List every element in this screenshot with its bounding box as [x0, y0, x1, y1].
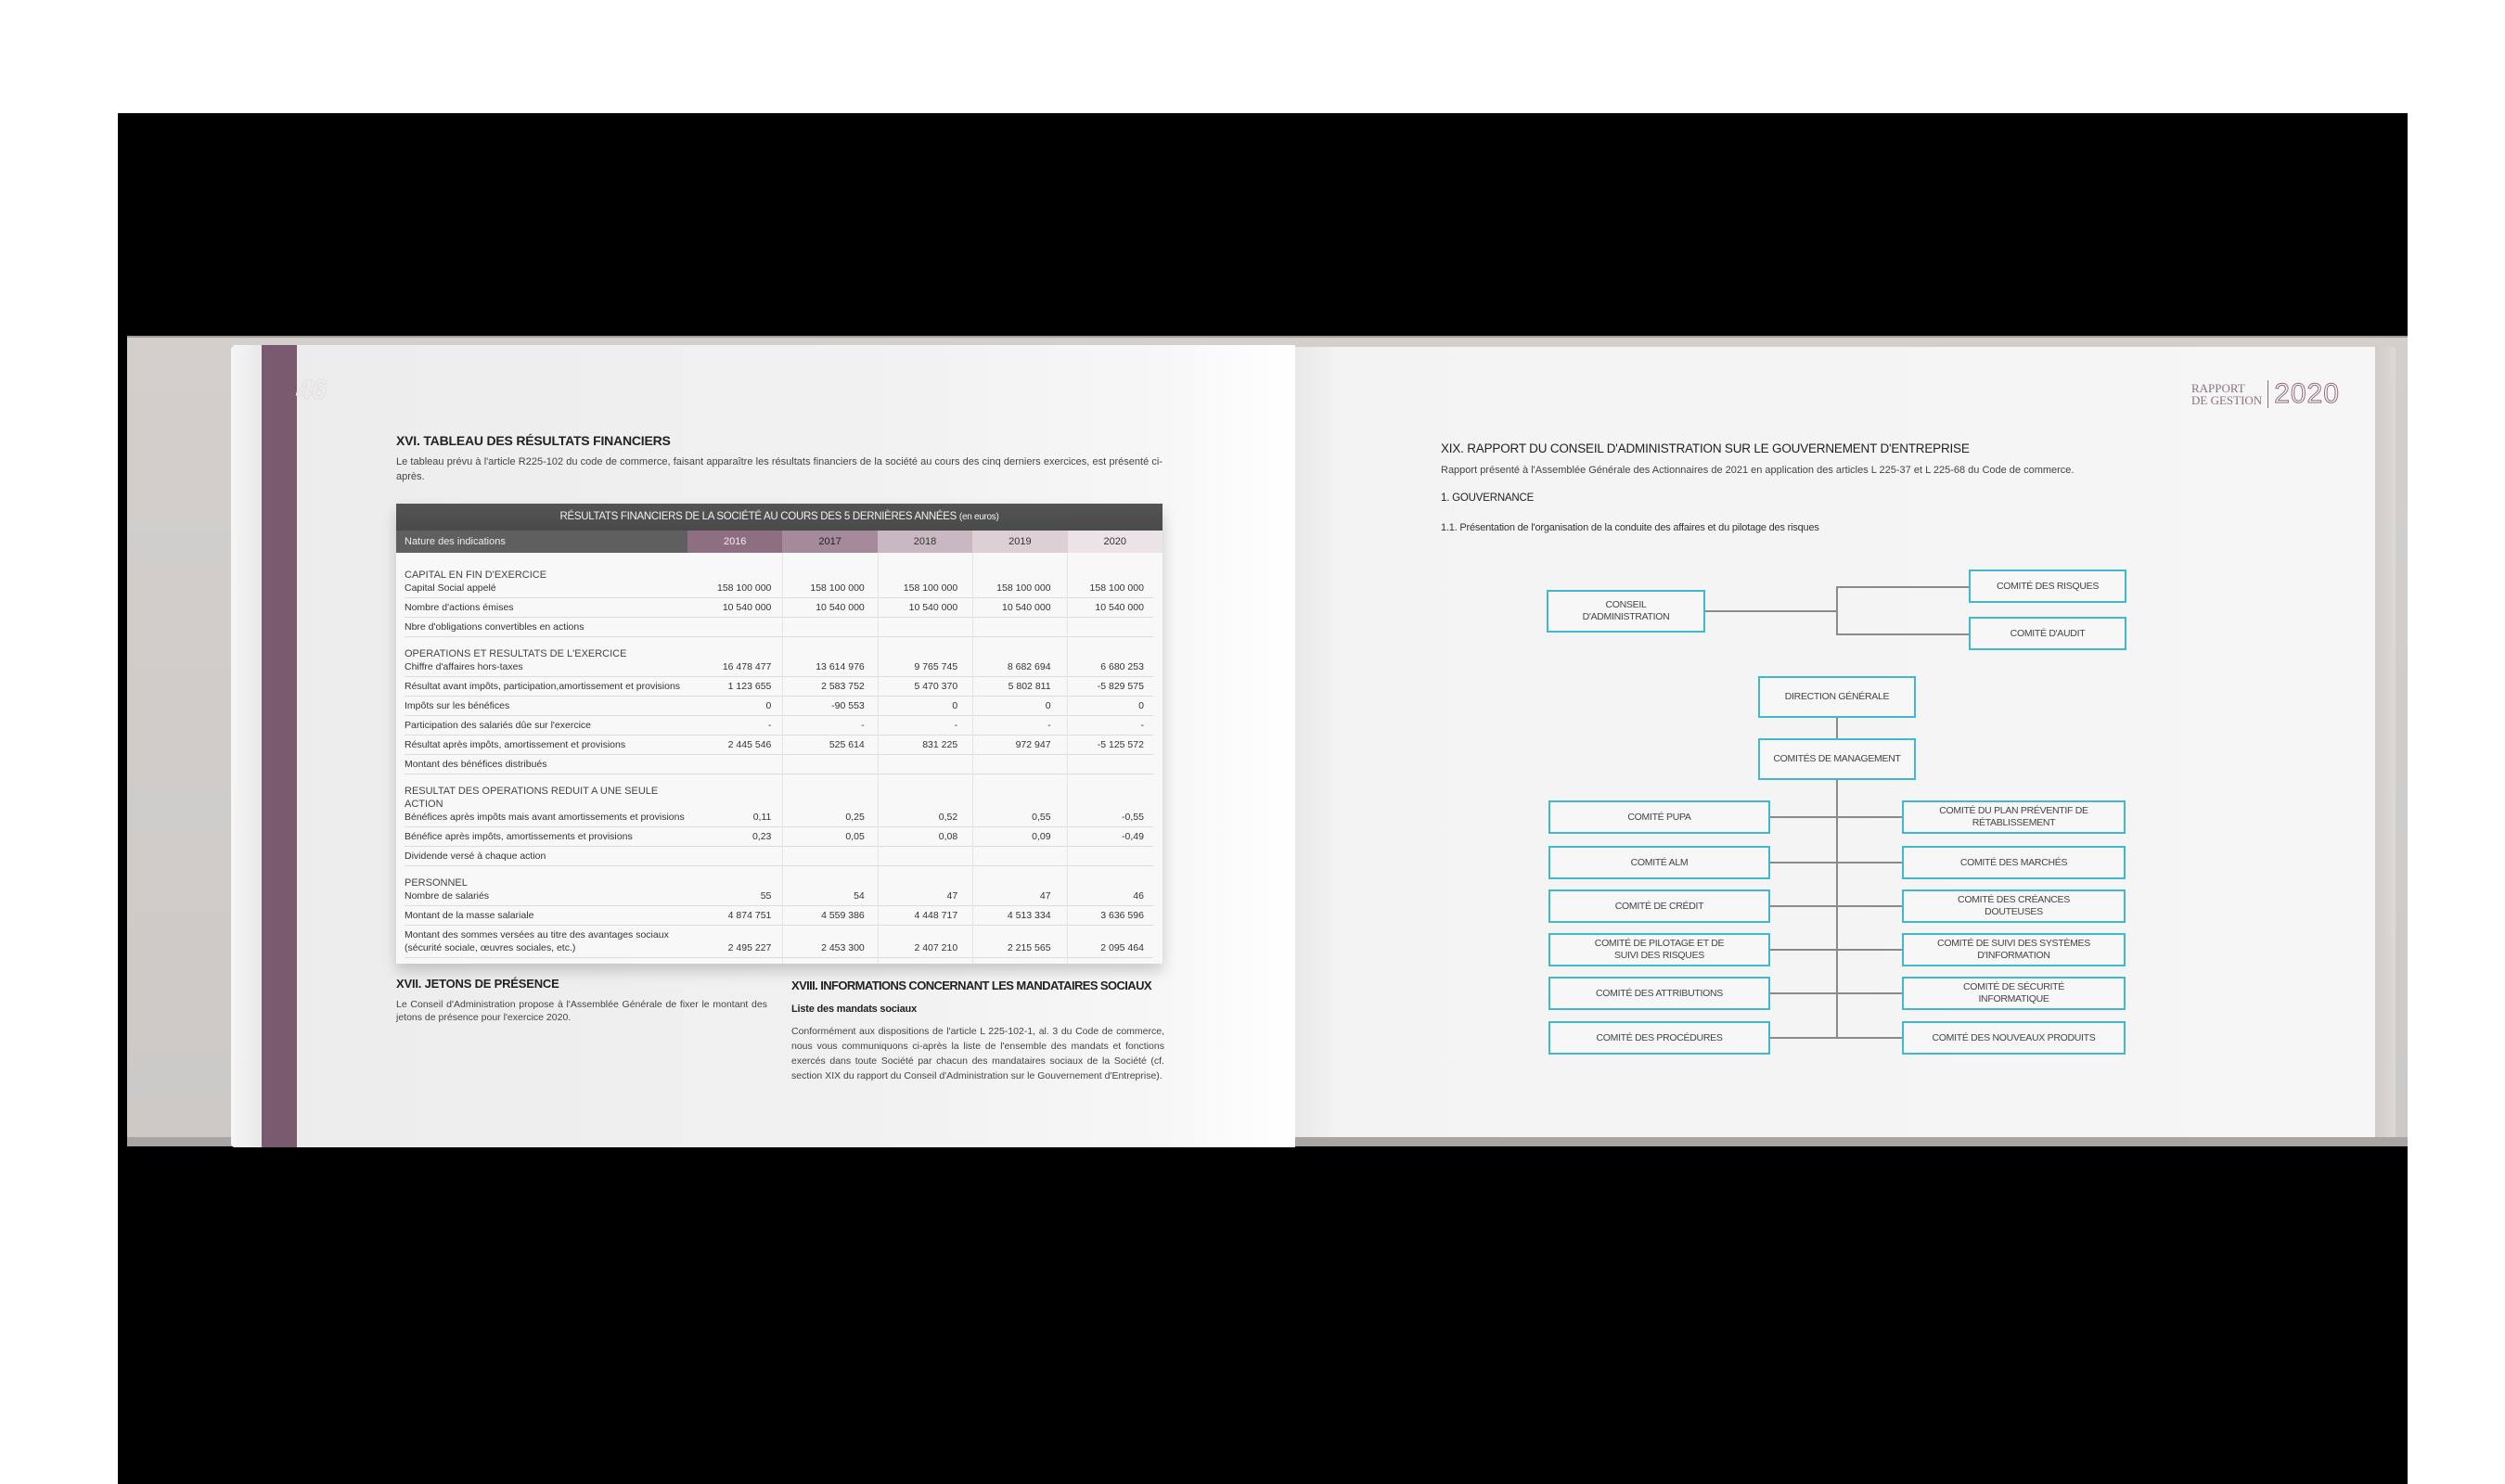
- cell-2017: 2 453 300: [821, 942, 865, 953]
- cell-2016: 0: [765, 700, 772, 711]
- table-row: [405, 827, 1153, 847]
- cell-2019: 8 682 694: [1007, 661, 1051, 672]
- year-header-2017: 2017: [782, 531, 877, 553]
- cell-2016: 10 540 000: [722, 602, 772, 613]
- org-box-right-committee: COMITÉ DES NOUVEAUX PRODUITS: [1902, 1021, 2126, 1055]
- cell-2018: 0,52: [938, 812, 958, 823]
- org-box-direction: DIRECTION GÉNÉRALE: [1758, 676, 1916, 718]
- table-row: [405, 866, 1153, 906]
- cell-2020: -5 125 572: [1097, 739, 1144, 750]
- section-xvi-title: XVI. TABLEAU DES RÉSULTATS FINANCIERS: [396, 433, 671, 448]
- org-box-audit-committee: COMITÉ D'AUDIT: [1969, 617, 2126, 650]
- cell-2016: 2 495 227: [727, 942, 772, 953]
- row-label-text: Chiffre d'affaires hors-taxes: [405, 661, 523, 672]
- cell-2019: 2 215 565: [1007, 942, 1051, 953]
- cell-2018: [874, 859, 967, 865]
- cell-2018: 0: [952, 700, 958, 711]
- row-label: [405, 755, 687, 774]
- cell-2019: 972 947: [1015, 739, 1051, 750]
- row-label: [405, 697, 687, 715]
- table-row: [405, 598, 1153, 618]
- governance-heading: 1. GOUVERNANCE: [1441, 493, 1535, 504]
- org-box-right-committee: COMITÉ DE SÉCURITÉ INFORMATIQUE: [1902, 977, 2126, 1010]
- cell-2017: 10 540 000: [816, 602, 865, 613]
- cell-2018: 158 100 000: [903, 582, 958, 594]
- year-header-2016: 2016: [687, 531, 782, 553]
- row-group-heading: CAPITAL EN FIN D'EXERCICE: [405, 569, 547, 581]
- cell-2020: 3 636 596: [1100, 910, 1144, 921]
- cell-2020: -: [1140, 720, 1144, 731]
- cell-2017: [780, 767, 873, 774]
- cell-2019: 0,55: [1032, 812, 1051, 823]
- row-label-text: Dividende versé à chaque action: [405, 851, 546, 862]
- row-label: [405, 827, 687, 846]
- cell-2018: 47: [946, 890, 958, 902]
- org-box-left-committee: COMITÉ DES PROCÉDURES: [1548, 1021, 1770, 1055]
- purple-margin-band: [262, 345, 327, 1147]
- table-row: [405, 637, 1153, 677]
- governance-subheading: 1.1. Présentation de l'organisation de la conduite des affaires et du pilotage des risques: [1441, 522, 1819, 533]
- row-label: [405, 677, 687, 696]
- section-xvi-intro: Le tableau prévu à l'article R225-102 du code de commerce, faisant apparaître les résultats financiers de la société au cours des cinq derniers exercices, est présenté ci-après.: [396, 456, 1163, 482]
- cell-2018: 5 470 370: [914, 681, 958, 692]
- table-row: [405, 926, 1153, 958]
- year-header-2018: 2018: [878, 531, 972, 553]
- table-title-text: RÉSULTATS FINANCIERS DE LA SOCIÉTÉ AU COURS DES 5 DERNIÈRES ANNÉES: [559, 511, 957, 522]
- org-box-left-committee: COMITÉ DE CRÉDIT: [1548, 889, 1770, 923]
- org-box-left-committee: COMITÉ ALM: [1548, 846, 1770, 879]
- row-label-text: Résultat après impôts, amortissement et provisions: [405, 739, 626, 750]
- row-label: [405, 566, 687, 597]
- row-label: [405, 874, 687, 905]
- org-box-management: COMITÉS DE MANAGEMENT: [1758, 738, 1916, 780]
- cell-2016: 2 445 546: [727, 739, 772, 750]
- table-row: [405, 558, 1153, 598]
- cell-2020: 0: [1138, 700, 1144, 711]
- cell-2018: [874, 630, 967, 636]
- cell-2020: -0,55: [1122, 812, 1144, 823]
- cell-2018: -: [954, 720, 958, 731]
- brand-label: [2191, 382, 2262, 406]
- cell-2020: [1060, 767, 1153, 774]
- cell-2020: -5 829 575: [1097, 681, 1144, 692]
- cell-2016: [687, 630, 780, 636]
- row-label-text: Participation des salariés dûe sur l'exercice: [405, 720, 592, 731]
- cell-2016: 158 100 000: [716, 582, 772, 594]
- section-xviii-subtitle: Liste des mandats sociaux: [791, 1004, 917, 1015]
- row-label: [405, 645, 687, 676]
- table-row: [405, 736, 1153, 755]
- cell-2019: 0,09: [1032, 831, 1051, 842]
- row-group-heading: OPERATIONS ET RESULTATS DE L'EXERCICE: [405, 648, 627, 659]
- table-row: [405, 716, 1153, 736]
- table-row: [405, 847, 1153, 866]
- section-xvii-text: Le Conseil d'Administration propose à l'Assemblée Générale de fixer le montant des jetons de présence pour l'exercice 2020.: [396, 999, 767, 1023]
- org-box-right-committee: COMITÉ DU PLAN PRÉVENTIF DE RÉTABLISSEMENT: [1902, 800, 2126, 834]
- year-header-2019: 2019: [972, 531, 1067, 553]
- page-number: 46: [297, 375, 327, 405]
- cell-2018: [874, 767, 967, 774]
- table-row: [405, 755, 1153, 774]
- cell-2016: 1 123 655: [727, 681, 772, 692]
- label-column-header: Nature des indications: [396, 531, 687, 553]
- brand-year: 2020: [2274, 378, 2340, 409]
- row-label: [405, 847, 687, 865]
- cell-2017: 54: [854, 890, 865, 902]
- cell-2016: 16 478 477: [722, 661, 772, 672]
- cell-2018: 10 540 000: [908, 602, 958, 613]
- cell-2020: 6 680 253: [1100, 661, 1144, 672]
- org-box-left-committee: COMITÉ DES ATTRIBUTIONS: [1548, 977, 1770, 1010]
- row-label: [405, 598, 687, 617]
- brand-divider: [2267, 380, 2268, 408]
- cell-2017: 0,05: [845, 831, 865, 842]
- cell-2017: 4 559 386: [821, 910, 865, 921]
- section-xviii-text: Conformément aux dispositions de l'article L 225-102-1, al. 3 du Code de commerce, nous vous communiquons ci-après la liste de l'ensemble des mandats et fonctions exercés dans toute Société par chacun des mandataires sociaux de la Société (cf. section XIX du rapport du Conseil d'Administration sur le Gouvernement d'Entreprise).: [791, 1026, 1164, 1081]
- row-label-text: Nombre d'actions émises: [405, 602, 514, 613]
- table-row: [405, 906, 1153, 926]
- cell-2017: 2 583 752: [821, 681, 865, 692]
- cell-2020: 2 095 464: [1100, 942, 1144, 953]
- cell-2019: [967, 630, 1060, 636]
- cell-2017: 13 614 976: [816, 661, 865, 672]
- brand-line-1: RAPPORT: [2191, 381, 2245, 395]
- section-xviii-title: XVIII. INFORMATIONS CONCERNANT LES MANDATAIRES SOCIAUX: [791, 979, 1151, 992]
- row-label: [405, 716, 687, 735]
- org-box-right-committee: COMITÉ DES CRÉANCES DOUTEUSES: [1902, 889, 2126, 923]
- cell-2017: 158 100 000: [810, 582, 865, 594]
- cell-2017: -: [861, 720, 865, 731]
- row-group-heading: RESULTAT DES OPERATIONS REDUIT A UNE SEULE ACTION: [405, 786, 659, 810]
- org-box-right-committee: COMITÉ DES MARCHÉS: [1902, 846, 2126, 879]
- cell-2016: 55: [760, 890, 772, 902]
- cell-2019: [967, 859, 1060, 865]
- cell-2020: 46: [1133, 890, 1144, 902]
- cell-2016: 4 874 751: [727, 910, 772, 921]
- section-xix-title: XIX. RAPPORT DU CONSEIL D'ADMINISTRATION SUR LE GOUVERNEMENT D'ENTREPRISE: [1441, 441, 1970, 455]
- row-label-text: Bénéfice après impôts, amortissements et provisions: [405, 831, 633, 842]
- row-label: [405, 736, 687, 754]
- cell-2020: 10 540 000: [1095, 602, 1144, 613]
- org-box-left-committee: COMITÉ DE PILOTAGE ET DE SUIVI DES RISQUES: [1548, 933, 1770, 966]
- row-label-text: Montant des sommes versées au titre des avantages sociaux (sécurité sociale, œuvres sociales, etc.): [405, 929, 669, 953]
- org-box-left-committee: COMITÉ PUPA: [1548, 800, 1770, 834]
- cell-2017: -90 553: [831, 700, 865, 711]
- cell-2019: -: [1047, 720, 1051, 731]
- right-page-edge: [2375, 347, 2396, 1137]
- cell-2016: -: [767, 720, 772, 731]
- table-row: [405, 774, 1153, 827]
- row-group-heading: PERSONNEL: [405, 877, 468, 889]
- row-label-text: Montant de la masse salariale: [405, 910, 534, 921]
- section-xix-intro: Rapport présenté à l'Assemblée Générale des Actionnaires de 2021 en application des articles L 225-37 et L 225-68 du Code de commerce.: [1441, 465, 2075, 476]
- cell-2018: 0,08: [938, 831, 958, 842]
- cell-2016: [687, 859, 780, 865]
- table-row: [405, 618, 1153, 637]
- report-brand: [2191, 378, 2340, 410]
- cell-2020: -0,49: [1122, 831, 1144, 842]
- row-label-text: Résultat avant impôts, participation,amortissement et provisions: [405, 681, 681, 692]
- table-row: [405, 697, 1153, 716]
- cell-2019: 4 513 334: [1007, 910, 1051, 921]
- row-label-text: Nbre d'obligations convertibles en actions: [405, 621, 584, 633]
- row-label: [405, 618, 687, 636]
- table-title-unit: (en euros): [958, 512, 999, 522]
- cell-2018: 9 765 745: [914, 661, 958, 672]
- cell-2019: 158 100 000: [996, 582, 1051, 594]
- org-box-risk-committee: COMITÉ DES RISQUES: [1969, 569, 2126, 603]
- year-header-2020: 2020: [1068, 531, 1163, 553]
- brand-line-2: DE GESTION: [2191, 393, 2263, 407]
- cell-2019: 5 802 811: [1008, 681, 1051, 692]
- org-box-right-committee: COMITÉ DE SUIVI DES SYSTÈMES D'INFORMATION: [1902, 933, 2126, 966]
- cell-2016: [687, 767, 780, 774]
- cell-2019: 47: [1039, 890, 1051, 902]
- row-label-text: Bénéfices après impôts mais avant amortissements et provisions: [405, 812, 685, 823]
- cell-2019: 10 540 000: [1002, 602, 1051, 613]
- table-header-row: [396, 531, 1163, 553]
- cell-2016: 0,23: [752, 831, 772, 842]
- cell-2017: 0,25: [845, 812, 865, 823]
- cell-2017: 525 614: [829, 739, 865, 750]
- cell-2016: 0,11: [752, 812, 772, 823]
- cell-2018: 2 407 210: [914, 942, 958, 953]
- cell-2019: 0: [1045, 700, 1051, 711]
- cell-2019: [967, 767, 1060, 774]
- cell-2018: 831 225: [922, 739, 958, 750]
- section-xvii-title: XVII. JETONS DE PRÉSENCE: [396, 977, 559, 991]
- cell-2017: [780, 859, 873, 865]
- cell-2020: [1060, 859, 1153, 865]
- table-row: [405, 677, 1153, 697]
- table-body: [396, 553, 1163, 964]
- table-title: [396, 504, 1163, 531]
- row-label-text: Impôts sur les bénéfices: [405, 700, 510, 711]
- row-label-text: Montant des bénéfices distribués: [405, 759, 547, 770]
- cell-2020: [1060, 630, 1153, 636]
- page-edge: [234, 345, 262, 1147]
- row-label-text: Capital Social appelé: [405, 582, 496, 594]
- cell-2018: 4 448 717: [914, 910, 958, 921]
- financial-results-table: [396, 504, 1163, 964]
- org-box-board: CONSEIL D'ADMINISTRATION: [1547, 590, 1705, 633]
- row-label: [405, 782, 687, 826]
- row-label: [405, 926, 687, 957]
- row-label: [405, 906, 687, 925]
- cell-2020: 158 100 000: [1089, 582, 1144, 594]
- cell-2017: [780, 630, 873, 636]
- row-label-text: Nombre de salariés: [405, 890, 490, 902]
